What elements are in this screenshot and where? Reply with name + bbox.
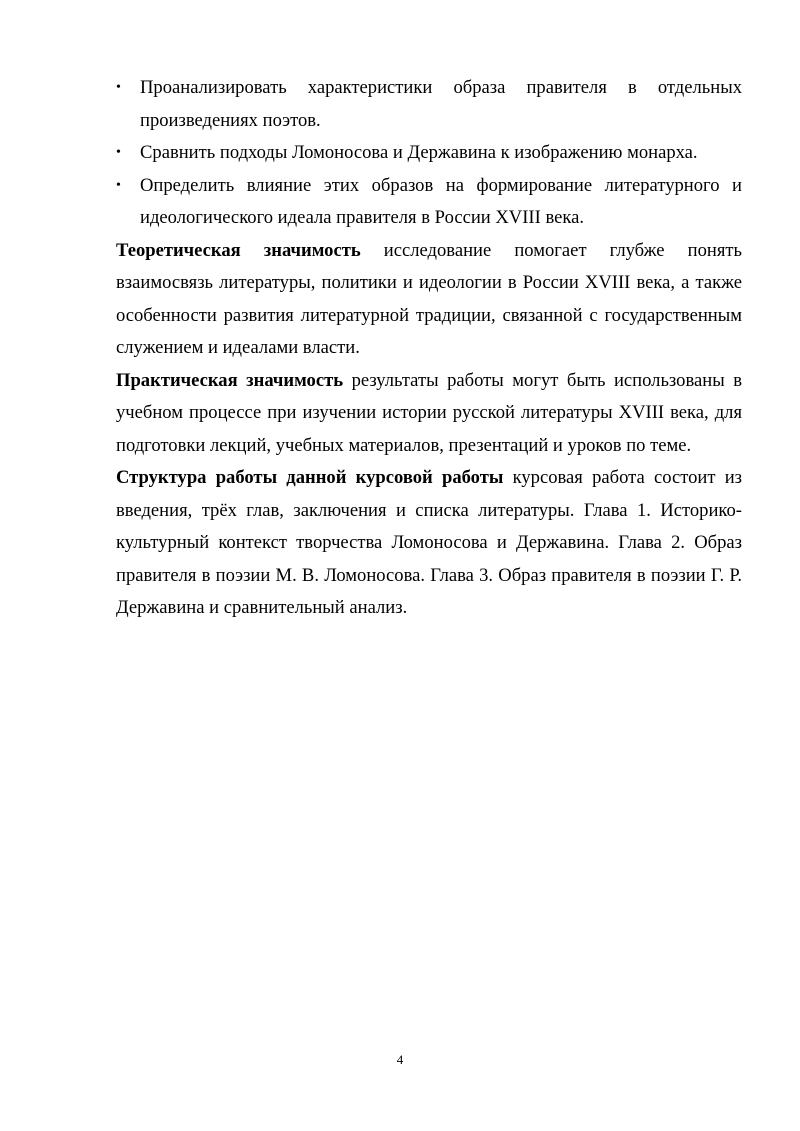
work-structure-paragraph bbox=[116, 462, 742, 625]
practical-significance-paragraph bbox=[116, 365, 742, 463]
list-item bbox=[116, 72, 742, 137]
list-item-text: Определить влияние этих образов на формирование литературного и идеологического идеала правителя в России XVIII века. bbox=[140, 174, 742, 228]
paragraph-text: курсовая работа состоит из введения, трёх глав, заключения и списка литературы. Глава 1. Историко-культурный контекст творчества Ломоносова и Державина. Глава 2. Образ правителя в поэзии М. В. Ломоносова. Глава 3. Образ правителя в поэзии Г. Р. Державина и сравнительный анализ. bbox=[116, 467, 742, 618]
paragraph-heading: Структура работы данной курсовой работы bbox=[116, 467, 504, 488]
bullet-icon: • bbox=[116, 145, 121, 160]
paragraph-heading: Теоретическая значимость bbox=[116, 239, 361, 261]
paragraph-text: исследование помогает глубже понять взаимосвязь литературы, политики и идеологии в России XVIII века, а также особенности развития литературной традиции, связанной с государственным служением и идеалами власти. bbox=[116, 239, 743, 358]
bullet-icon: • bbox=[116, 80, 121, 95]
list-item-text: Проанализировать характеристики образа правителя в отдельных произведениях поэтов. bbox=[140, 77, 742, 131]
list-item-text: Сравнить подходы Ломоносова и Державина к изображению монарха. bbox=[140, 142, 698, 163]
paragraph-text: результаты работы могут быть использованы в учебном процессе при изучении истории русской литературы XVIII века, для подготовки лекций, учебных материалов, презентаций и уроков по теме. bbox=[116, 369, 742, 456]
list-item bbox=[116, 170, 742, 235]
list-item bbox=[116, 137, 742, 170]
page-body bbox=[116, 72, 742, 625]
paragraph-heading: Практическая значимость bbox=[116, 369, 344, 391]
theoretical-significance-paragraph bbox=[116, 235, 742, 365]
page-number: 4 bbox=[396, 1052, 404, 1067]
objectives-list bbox=[116, 72, 742, 235]
bullet-icon: • bbox=[116, 177, 121, 193]
